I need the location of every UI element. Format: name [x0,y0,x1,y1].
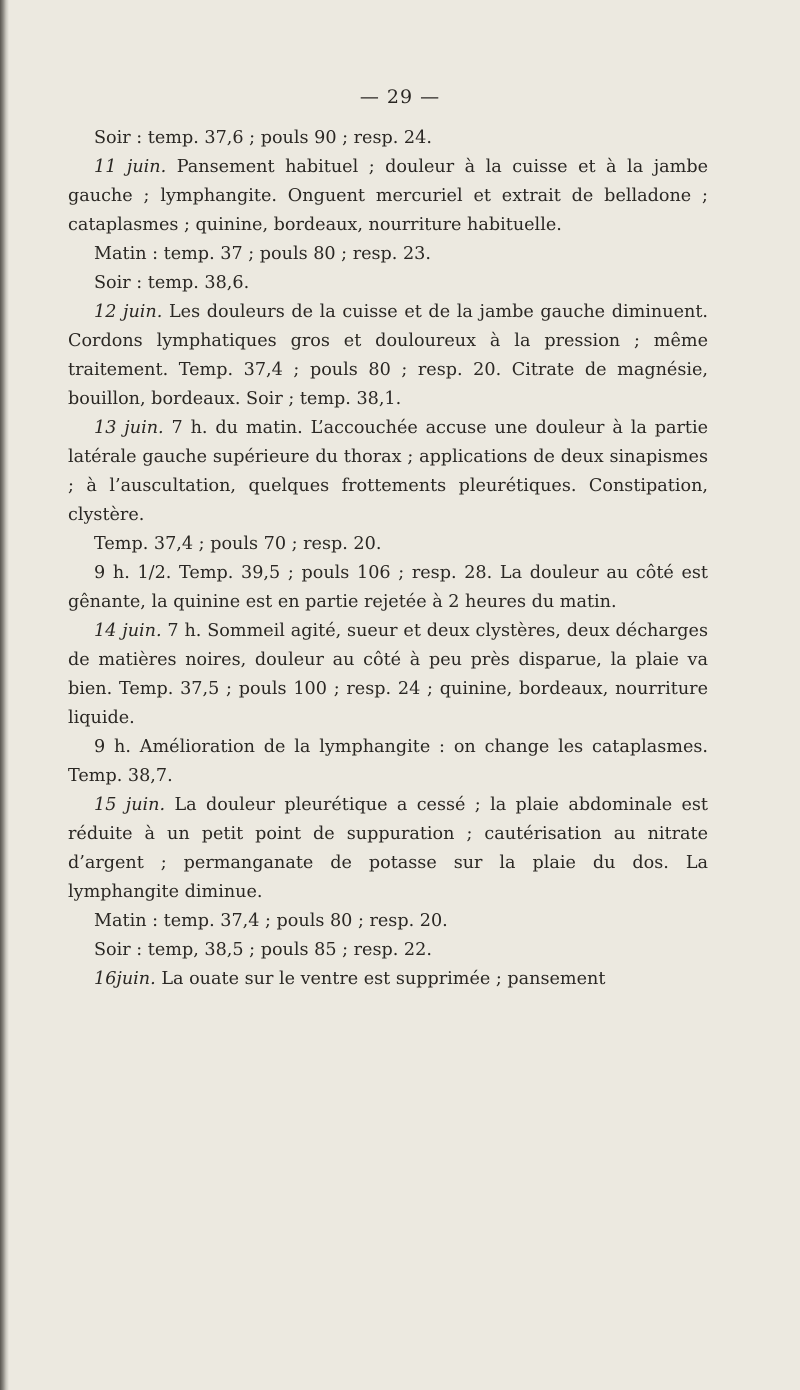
paragraph-text: 9 h. 1/2. Temp. 39,5 ; pouls 106 ; resp. 28. La douleur au côté est gênante, la quinine est en partie rejetée à 2 heures du matin. [68,563,708,612]
entry-date: 15 juin. [94,795,166,815]
entry-date: 14 juin. [94,621,162,641]
paragraph-text: Temp. 37,4 ; pouls 70 ; resp. 20. [94,534,382,554]
paragraph [68,907,708,936]
paragraph [68,791,708,907]
paragraph-text: Matin : temp. 37,4 ; pouls 80 ; resp. 20. [94,911,448,931]
entry-date: 12 juin. [94,302,163,322]
paragraph-text: Soir : temp. 37,6 ; pouls 90 ; resp. 24. [94,128,432,148]
paragraph [68,153,708,240]
page-number: — 29 — [359,86,441,108]
paragraph [68,733,708,791]
paragraph-text: Soir : temp. 38,6. [94,273,250,293]
paragraph-text: Pansement habituel ; douleur à la cuisse et à la jambe gauche ; lymphangite. Onguent mercuriel et extrait de belladone ; cataplasmes ; quinine, bordeaux, nourriture habituelle. [68,157,708,235]
paragraph-text: 9 h. Amélioration de la lymphangite : on change les cataplasmes. Temp. 38,7. [68,737,708,786]
entry-date: 16juin. [94,969,156,989]
paragraph-text: 7 h. du matin. L’accouchée accuse une douleur à la partie latérale gauche supérieure du thorax ; applications de deux sinapismes ; à l’auscultation, quelques frottements pleurétiques. Constipation, clystère. [68,418,708,525]
paragraph [68,965,708,994]
paragraph [68,936,708,965]
entry-date: 11 juin. [94,157,167,177]
paragraph-text: La ouate sur le ventre est supprimée ; pansement [155,969,606,989]
paragraph [68,124,708,153]
entry-date: 13 juin. [94,418,164,438]
paragraph [68,298,708,414]
paragraph-text: Soir : temp, 38,5 ; pouls 85 ; resp. 22. [94,940,432,960]
paragraph [68,240,708,269]
binding-edge [0,0,9,1390]
paragraph [68,617,708,733]
paragraph [68,559,708,617]
paragraph-text: Les douleurs de la cuisse et de la jambe gauche diminuent. Cordons lymphatiques gros et douloureux à la pression ; même traitement. Temp. 37,4 ; pouls 80 ; resp. 20. Citrate de magnésie, bouillon, bordeaux. Soir ; temp. 38,1. [68,302,708,409]
paragraph-text: La douleur pleurétique a cessé ; la plaie abdominale est réduite à un petit point de suppuration ; cautérisation au nitrate d’argent ; permanganate de potasse sur la plaie du dos. La lymphangite diminue. [68,795,708,902]
paragraph-text: Matin : temp. 37 ; pouls 80 ; resp. 23. [94,244,431,264]
paragraph [68,269,708,298]
paragraph [68,530,708,559]
paragraph-text: 7 h. Sommeil agité, sueur et deux clystères, deux décharges de matières noires, douleur au côté à peu près disparue, la plaie va bien. Temp. 37,5 ; pouls 100 ; resp. 24 ; quinine, bordeaux, nourriture liquide. [68,621,708,728]
paragraph [68,414,708,530]
body-text [68,124,708,994]
